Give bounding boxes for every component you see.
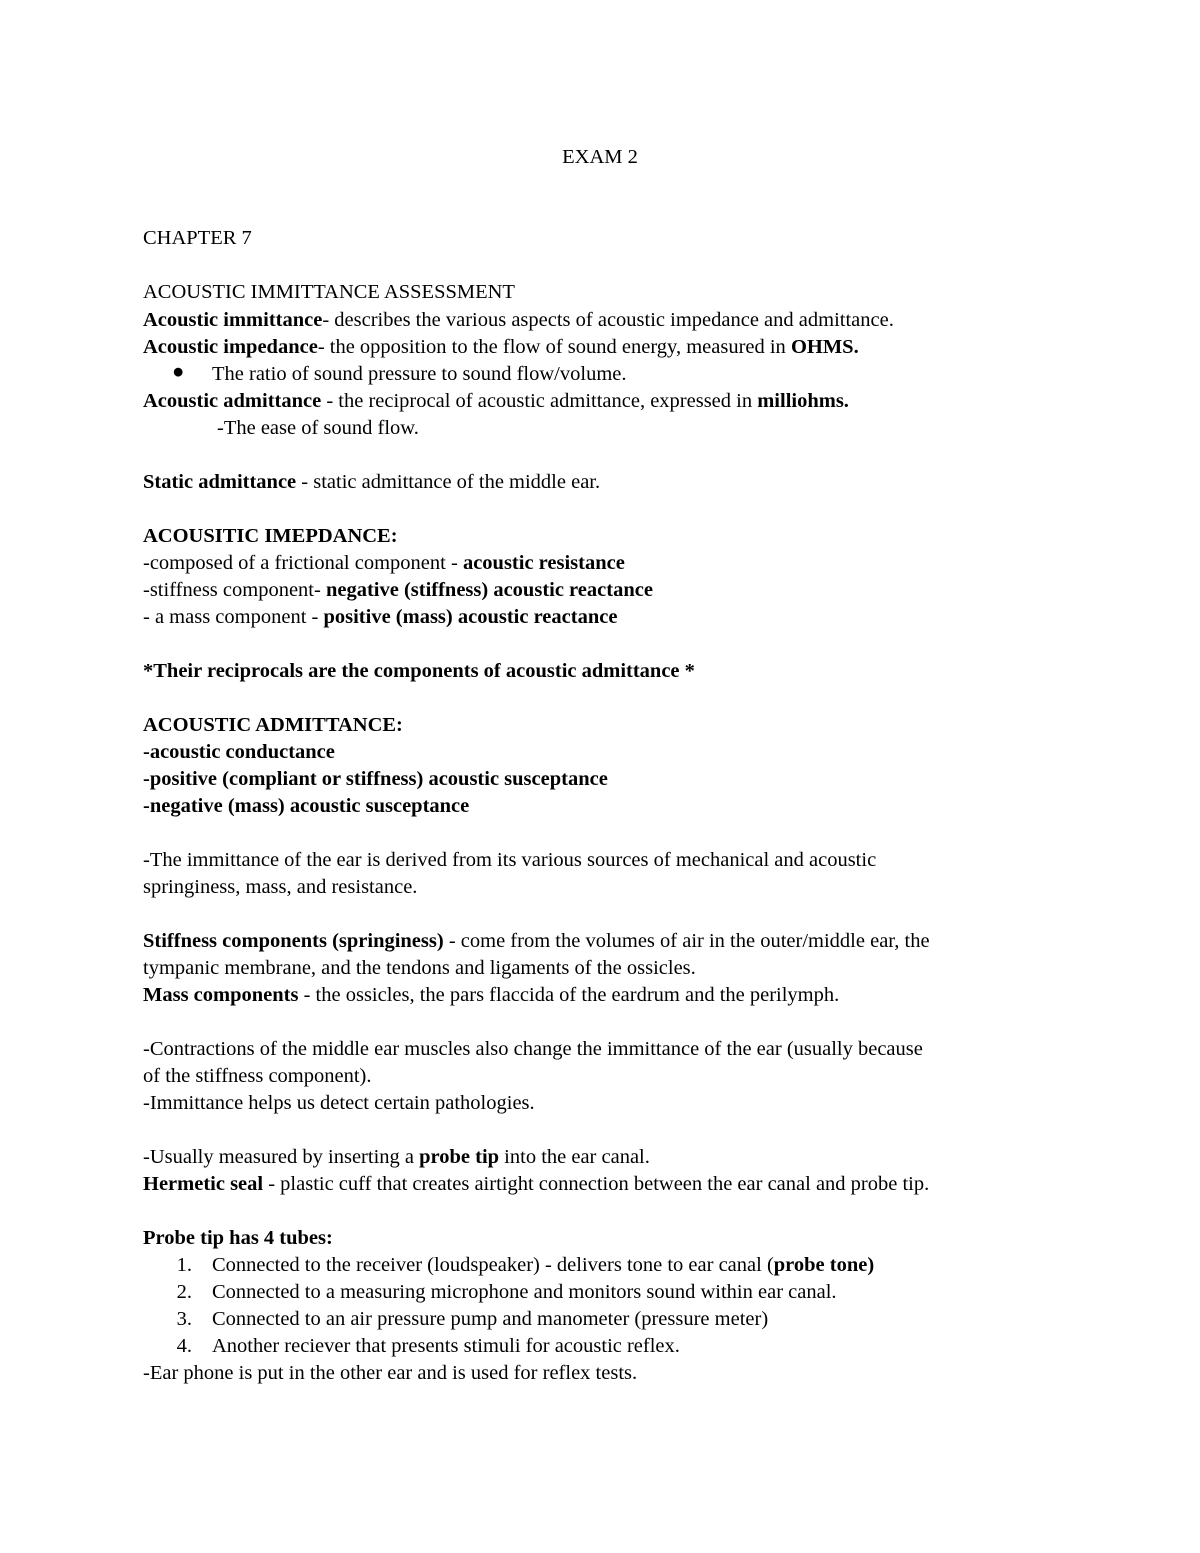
def-immittance: Acoustic immittance- describes the various aspects of acoustic impedance and admittance. xyxy=(143,309,894,331)
probe-line: -Usually measured by inserting a probe tip into the ear canal. xyxy=(143,1146,650,1168)
paragraph-line: -Contractions of the middle ear muscles also change the immittance of the ear (usually because xyxy=(143,1038,923,1060)
chapter-heading: CHAPTER 7 xyxy=(143,227,252,249)
list-item: Connected to a measuring microphone and monitors sound within ear canal. xyxy=(212,1281,837,1303)
impedance-line-3: - a mass component - positive (mass) acoustic reactance xyxy=(143,606,618,628)
paragraph-line: of the stiffness component). xyxy=(143,1065,372,1087)
def-hermetic-seal: Hermetic seal - plastic cuff that creates airtight connection between the ear canal and probe tip. xyxy=(143,1173,930,1195)
paragraph-line: springiness, mass, and resistance. xyxy=(143,876,418,898)
def-admittance: Acoustic admittance - the reciprocal of acoustic admittance, expressed in milliohms. xyxy=(143,390,849,412)
bullet-icon: ● xyxy=(172,361,185,383)
paragraph-line: -The immittance of the ear is derived from its various sources of mechanical and acoustic xyxy=(143,849,877,871)
admittance-heading: ACOUSTIC ADMITTANCE: xyxy=(143,714,403,736)
admittance-item: -positive (compliant or stiffness) acoustic susceptance xyxy=(143,768,608,790)
def-stiffness-cont: tympanic membrane, and the tendons and ligaments of the ossicles. xyxy=(143,957,696,979)
admittance-item: -acoustic conductance xyxy=(143,741,335,763)
list-item: Another reciever that presents stimuli for acoustic reflex. xyxy=(212,1335,680,1357)
paragraph-line: -Immittance helps us detect certain pathologies. xyxy=(143,1092,535,1114)
impedance-bullet-text: The ratio of sound pressure to sound flow/volume. xyxy=(212,363,627,385)
def-stiffness: Stiffness components (springiness) - come from the volumes of air in the outer/middle ear, the xyxy=(143,930,930,952)
page-title: EXAM 2 xyxy=(562,146,638,168)
list-item: Connected to an air pressure pump and manometer (pressure meter) xyxy=(212,1308,769,1330)
admittance-item: -negative (mass) acoustic susceptance xyxy=(143,795,470,817)
tubes-heading: Probe tip has 4 tubes: xyxy=(143,1227,333,1249)
def-impedance: Acoustic impedance- the opposition to the flow of sound energy, measured in OHMS. xyxy=(143,336,859,358)
impedance-heading: ACOUSITIC IMEPDANCE: xyxy=(143,525,398,547)
final-line: -Ear phone is put in the other ear and is used for reflex tests. xyxy=(143,1362,638,1384)
list-number: 4. xyxy=(176,1335,192,1357)
list-number: 1. xyxy=(176,1254,192,1276)
section-heading: ACOUSTIC IMMITTANCE ASSESSMENT xyxy=(143,281,515,303)
def-mass: Mass components - the ossicles, the pars flaccida of the eardrum and the perilymph. xyxy=(143,984,840,1006)
admittance-note: -The ease of sound flow. xyxy=(217,417,419,439)
impedance-line-1: -composed of a frictional component - acoustic resistance xyxy=(143,552,625,574)
def-static-admittance: Static admittance - static admittance of the middle ear. xyxy=(143,471,601,493)
list-number: 2. xyxy=(176,1281,192,1303)
list-item: Connected to the receiver (loudspeaker) - delivers tone to ear canal (probe tone) xyxy=(212,1254,875,1276)
impedance-line-2: -stiffness component- negative (stiffness) acoustic reactance xyxy=(143,579,653,601)
reciprocal-note: *Their reciprocals are the components of acoustic admittance * xyxy=(143,660,695,682)
list-number: 3. xyxy=(176,1308,192,1330)
